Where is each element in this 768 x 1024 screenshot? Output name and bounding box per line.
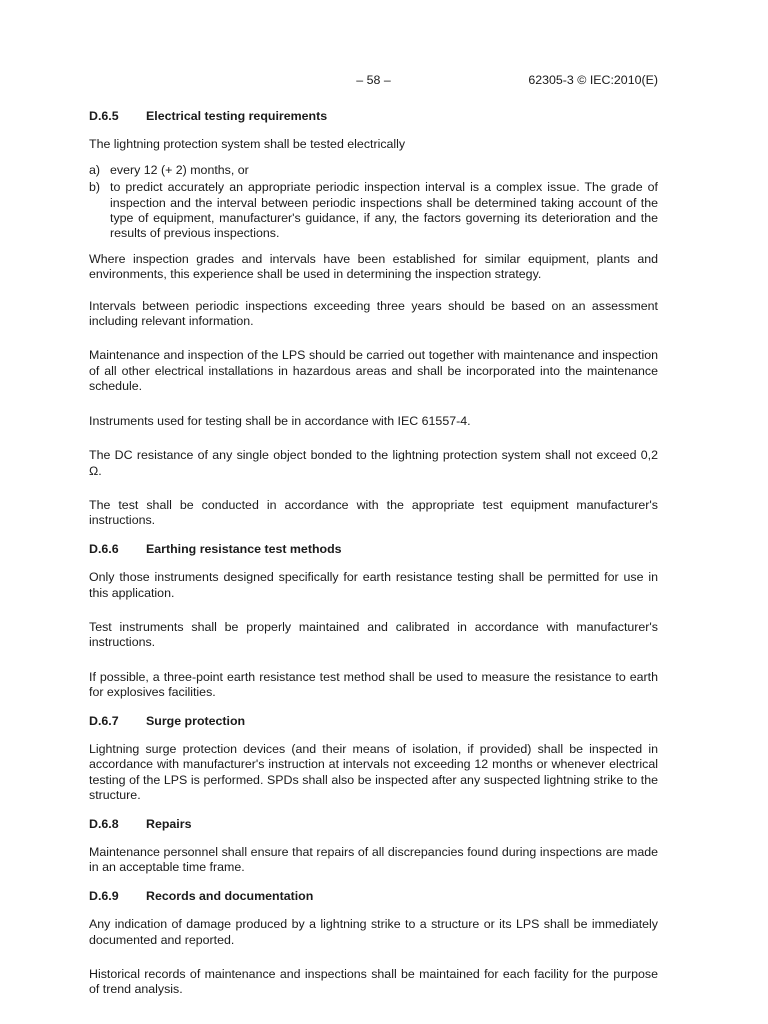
list-marker: a) [89, 162, 101, 177]
list-item [89, 163, 658, 178]
paragraph: The DC resistance of any single object bonded to the lightning protection system shall not exceed 0,2 Ω. [89, 448, 658, 478]
section-title: Records and documentation [146, 888, 314, 903]
paragraph: Intervals between periodic inspections exceeding three years should be based on an assessment including relevant information. [89, 298, 658, 329]
document-reference: 62305-3 © IEC:2010(E) [528, 73, 658, 87]
section-heading-d69 [89, 889, 658, 904]
paragraph: Lightning surge protection devices (and their means of isolation, if provided) shall be inspected in accordance with manufacturer's instruction at intervals not exceeding 12 months or whenever electrical testing of the LPS is performed. SPDs shall also be inspected after any suspected lightning strike to the structure. [89, 741, 658, 803]
paragraph: Instruments used for testing shall be in accordance with IEC 61557-4. [89, 413, 471, 428]
section-heading-d68 [89, 817, 658, 832]
paragraph: Only those instruments designed specifically for earth resistance testing shall be permitted for use in this application. [89, 570, 658, 600]
test-interval-list [89, 163, 658, 242]
section-number: D.6.6 [89, 541, 119, 556]
paragraph: The test shall be conducted in accordance with the appropriate test equipment manufacturer's instructions. [89, 497, 658, 528]
paragraph: Test instruments shall be properly maintained and calibrated in accordance with manufacturer's instructions. [89, 619, 658, 650]
section-number: D.6.5 [89, 109, 119, 123]
paragraph: Maintenance personnel shall ensure that repairs of all discrepancies found during inspections are made in an acceptable time frame. [89, 845, 658, 875]
list-marker: b) [89, 180, 101, 195]
section-title: Repairs [146, 816, 192, 831]
paragraph: Any indication of damage produced by a lightning strike to a structure or its LPS shall be immediately documented and reported. [89, 917, 658, 947]
paragraph: If possible, a three-point earth resistance test method shall be used to measure the resistance to earth for explosives facilities. [89, 669, 658, 700]
section-number: D.6.7 [89, 713, 119, 728]
list-item-text: to predict accurately an appropriate periodic inspection interval is a complex issue. The grade of inspection and the interval between periodic inspections shall be determined taking account of the type of equipment, manufacturer's guidance, if any, the factors governing its deterioration and the results of previous inspections. [110, 180, 658, 241]
section-number: D.6.8 [89, 816, 119, 831]
list-item-text: every 12 (+ 2) months, or [110, 162, 249, 177]
section-title: Surge protection [146, 713, 246, 728]
section-number: D.6.9 [89, 888, 119, 903]
paragraph: Maintenance and inspection of the LPS should be carried out together with maintenance and inspection of all other electrical installations in hazardous areas and shall be incorporated into the maintenance schedule. [89, 348, 658, 394]
section-heading-d66 [89, 542, 658, 557]
section-title: Electrical testing requirements [146, 109, 328, 123]
paragraph: Historical records of maintenance and inspections shall be maintained for each facility for the purpose of trend analysis. [89, 967, 658, 997]
paragraph: Where inspection grades and intervals have been established for similar equipment, plants and environments, this experience shall be used in determining the inspection strategy. [89, 251, 658, 282]
page-number: – 58 – [356, 73, 391, 87]
section-heading-d65 [89, 109, 658, 124]
page-content [89, 109, 658, 1017]
section-heading-d67 [89, 714, 658, 729]
list-item [89, 180, 658, 242]
paragraph: The lightning protection system shall be tested electrically [89, 137, 406, 152]
section-title: Earthing resistance test methods [146, 541, 342, 556]
